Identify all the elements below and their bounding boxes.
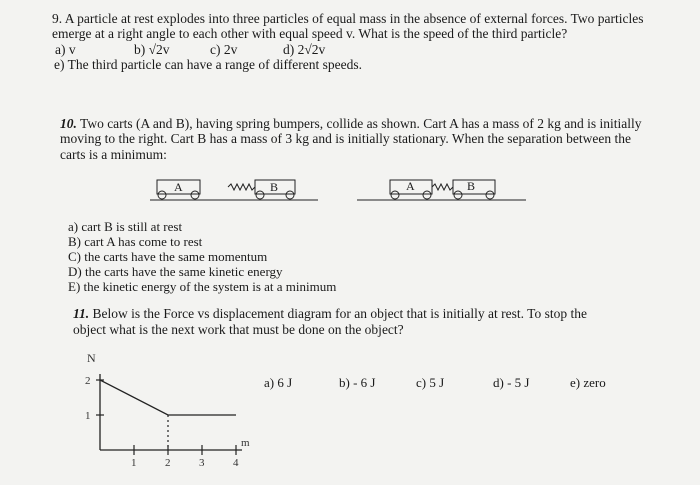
q11-text-1: Below is the Force vs displacement diagram for an object that is initially at rest. To stop the [92, 306, 587, 321]
q9-line1 [52, 11, 643, 26]
q11-text-2: object what is the next work that must be done on the object? [73, 322, 404, 337]
wheel [158, 191, 166, 199]
q9-option-d: d) 2√2v [283, 42, 326, 57]
wheel [486, 191, 494, 199]
q9-option-b: b) √2v [134, 42, 170, 57]
q9-option-a: a) v [55, 42, 76, 57]
spring-right [432, 184, 453, 190]
q11-option-a: a) 6 J [264, 375, 293, 390]
q11-option-b: b) - 6 J [339, 375, 376, 390]
q10-text-3: carts is a minimum: [60, 147, 167, 162]
q10-option-b: B) cart A has come to rest [68, 234, 203, 249]
x-tick-label: 1 [131, 457, 137, 469]
q10-option-e: E) the kinetic energy of the system is at a minimum [68, 279, 337, 294]
cart-b-label-left: B [270, 180, 279, 194]
wheel [391, 191, 399, 199]
q11-option-d: d) - 5 J [493, 375, 530, 390]
q9-option-e: e) The third particle can have a range of different speeds. [54, 57, 362, 72]
cart-b-label-right: B [467, 179, 476, 193]
q9-option-c: c) 2v [210, 42, 238, 57]
cart-a-label-right: A [406, 179, 415, 193]
q10-text-1: Two carts (A and B), having spring bumpers, collide as shown. Cart A has a mass of 2 kg and is initially [80, 116, 642, 131]
q9-text-2: emerge at a right angle to each other with equal speed v. What is the speed of the third particle? [52, 26, 568, 41]
q11-option-e: e) zero [570, 375, 606, 390]
wheel [191, 191, 199, 199]
q9-number: 9. [52, 11, 63, 26]
wheel [423, 191, 431, 199]
cart-a-label-left: A [174, 180, 183, 194]
q10-option-a: a) cart B is still at rest [68, 219, 183, 234]
y-tick-label: 2 [85, 375, 91, 387]
wheel [454, 191, 462, 199]
wheel [256, 191, 264, 199]
x-tick-label: 4 [233, 457, 239, 469]
q10-option-d: D) the carts have the same kinetic energy [68, 264, 283, 279]
x-axis-label: m [241, 437, 250, 449]
q10-number: 10. [60, 116, 77, 131]
q11-line1 [73, 306, 587, 321]
q10-line1 [60, 116, 642, 131]
y-axis-label: N [87, 351, 96, 365]
q11-number: 11. [73, 306, 90, 321]
q10-text-2: moving to the right. Cart B has a mass of 3 kg and is initially stationary. When the separation between the [60, 131, 632, 146]
q10-option-c: C) the carts have the same momentum [68, 249, 268, 264]
x-tick-label: 2 [165, 457, 171, 469]
force-series-line [100, 380, 236, 415]
y-tick-label: 1 [85, 410, 91, 422]
spring-left [228, 184, 255, 190]
wheel [286, 191, 294, 199]
q11-option-c: c) 5 J [416, 375, 445, 390]
q9-text-1: A particle at rest explodes into three particles of equal mass in the absence of external forces. Two particles [64, 11, 644, 26]
x-tick-label: 3 [199, 457, 205, 469]
